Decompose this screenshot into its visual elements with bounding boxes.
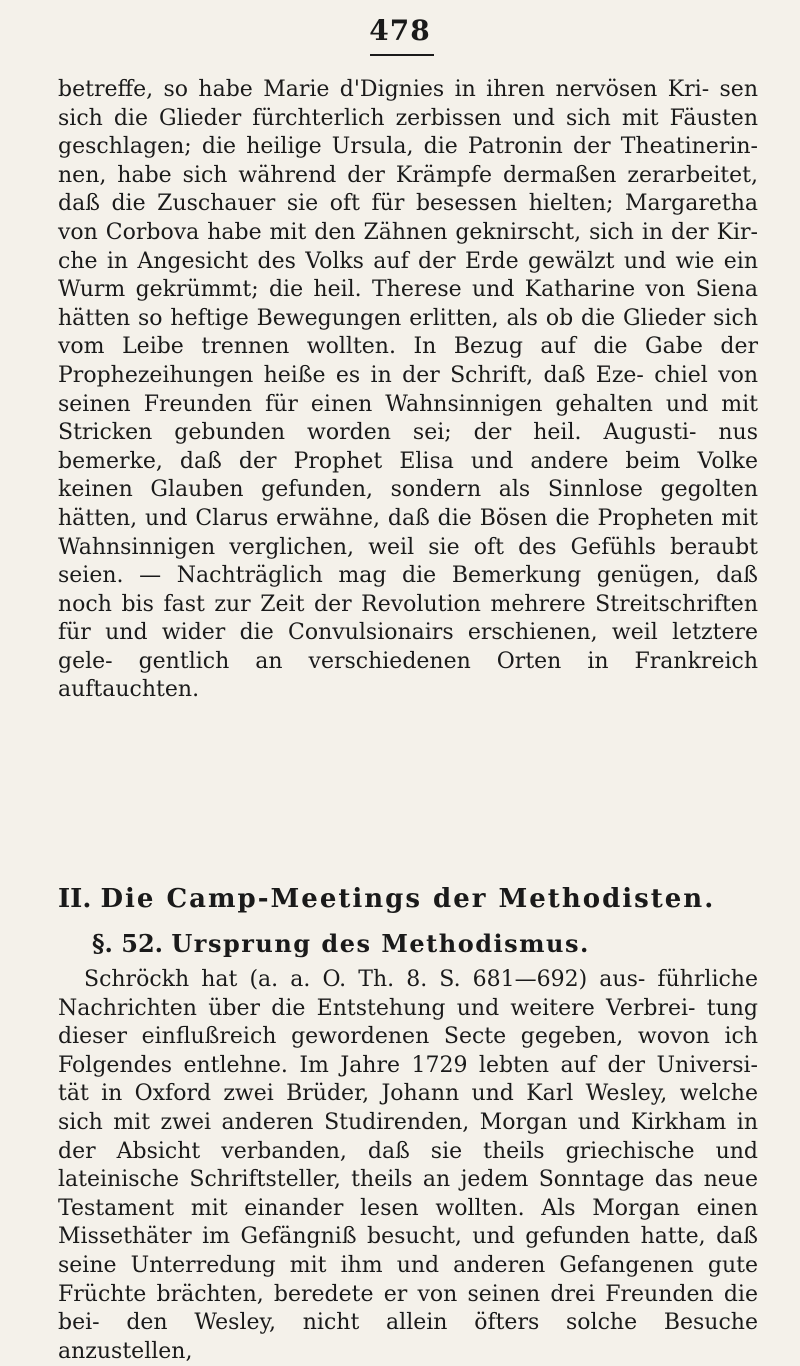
subsection-title: Ursprung des Methodismus. bbox=[171, 929, 590, 958]
text-block-2 bbox=[58, 966, 758, 1366]
header-rule bbox=[370, 54, 434, 56]
section-title: Die Camp-Meetings der Methodisten. bbox=[100, 884, 716, 914]
page-number: 478 bbox=[369, 14, 431, 47]
section-heading bbox=[58, 882, 758, 916]
paragraph: Schröckh hat (a. a. O. Th. 8. S. 681—692) aus- führliche Nachrichten über die Entstehung und weitere Verbrei- tung dieser einflußreich gewordenen Secte gegeben, wovon ich Folgendes entlehne. Im Jahre 1729 lebten auf der Universi- tät in Oxford zwei Brüder, Johann und Karl Wesley, welche sich mit zwei anderen Studirenden, Morgan und Kirkham in der Absicht verbanden, daß sie theils griechische und lateinische Schriftsteller, theils an jedem Sonntage das neue Testament mit einander lesen wollten. Als Morgan einen Missethäter im Gefängniß besucht, und gefunden hatte, daß seine Unterredung mit ihm und anderen Gefangenen gute Früchte brächten, beredete er von seinen drei Freunden die bei- den Wesley, nicht allein öfters solche Besuche anzustellen, bbox=[58, 967, 758, 1364]
section-numeral: II. bbox=[58, 884, 92, 914]
subsection-heading bbox=[92, 928, 772, 960]
text-block-1 bbox=[58, 76, 758, 705]
paragraph: betreffe, so habe Marie d'Dignies in ihren nervösen Kri- sen sich die Glieder fürchterlich zerbissen und sich mit Fäusten geschlagen; die heilige Ursula, die Patronin der Theatinerin- nen, habe sich während der Krämpfe dermaßen zerarbeitet, daß die Zuschauer sie oft für besessen hielten; Margaretha von Corbova habe mit den Zähnen geknirscht, sich in der Kir- che in Angesicht des Volks auf der Erde gewälzt und wie ein Wurm gekrümmt; die heil. Therese und Katharine von Siena hätten so heftige Bewegungen erlitten, als ob die Glieder sich vom Leibe trennen wollten. In Bezug auf die Gabe der Prophezeihungen heiße es in der Schrift, daß Eze- chiel von seinen Freunden für einen Wahnsinnigen gehalten und mit Stricken gebunden worden sei; der heil. Augusti- nus bemerke, daß der Prophet Elisa und andere beim Volke keinen Glauben gefunden, sondern als Sinnlose gegolten hätten, und Clarus erwähne, daß die Bösen die Propheten mit Wahnsinnigen verglichen, weil sie oft des Gefühls beraubt seien. — Nachträglich mag die Bemerkung genügen, daß noch bis fast zur Zeit der Revolution mehrere Streitschriften für und wider die Convulsionairs erschienen, weil letztere gele- gentlich an verschiedenen Orten in Frankreich auftauchten. bbox=[58, 77, 758, 703]
subsection-number: §. 52. bbox=[92, 929, 164, 958]
